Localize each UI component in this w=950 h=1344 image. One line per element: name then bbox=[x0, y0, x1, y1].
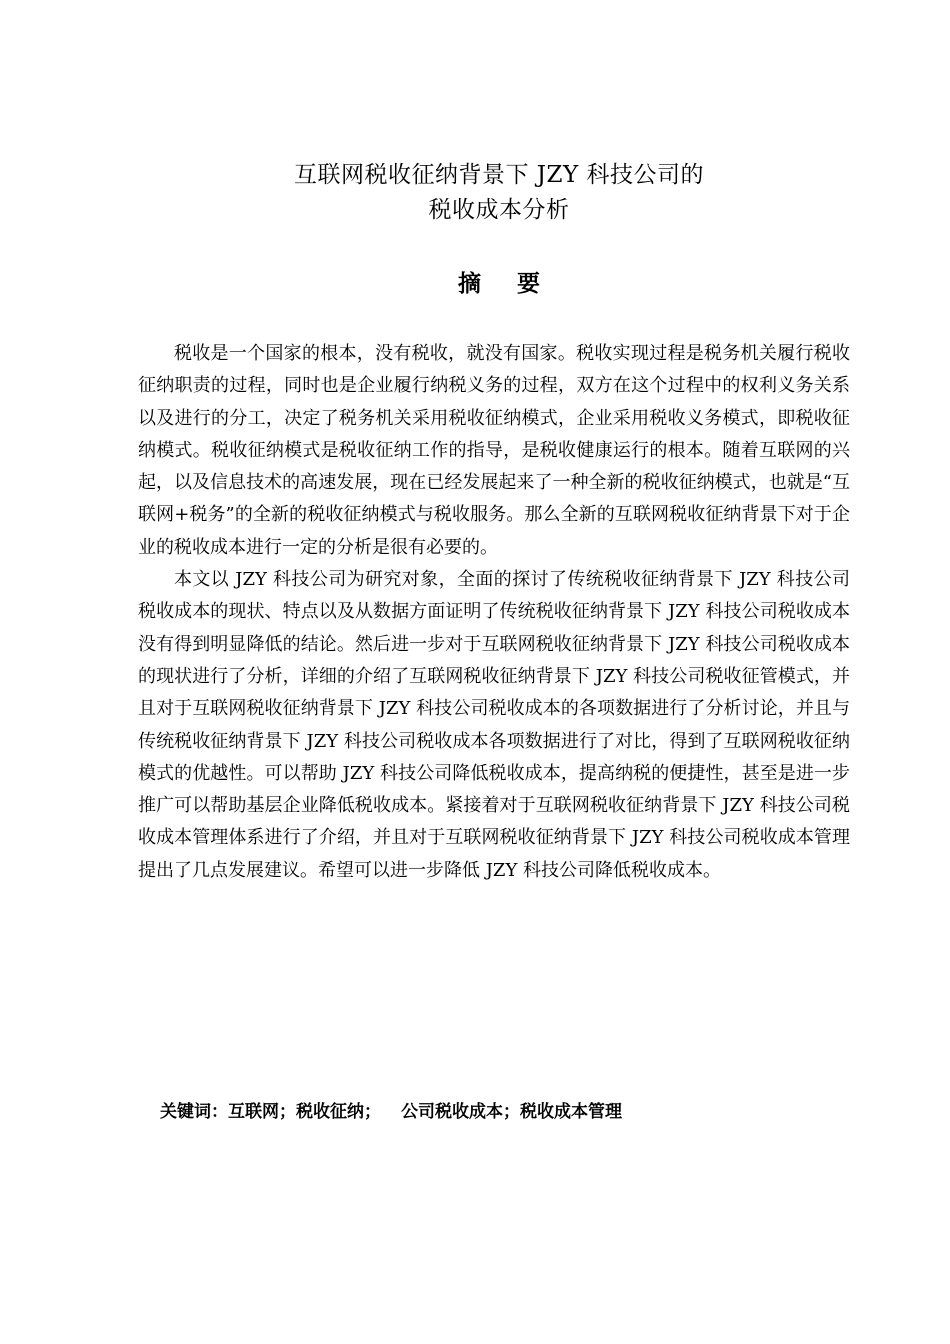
abstract-heading: 摘要 bbox=[458, 271, 576, 297]
abstract-body bbox=[138, 338, 850, 887]
paper-title-line-1: 互联网税收征纳背景下 JZY 科技公司的 bbox=[293, 162, 704, 188]
keywords-line bbox=[160, 1099, 622, 1125]
abstract-paragraph-1: 税收是一个国家的根本，没有税收，就没有国家。税收实现过程是税务机关履行税收征纳职责的过程，同时也是企业履行纳税义务的过程，双方在这个过程中的权利义务关系以及进行的分工，决定了税务机关采用税收征纳模式，企业采用税收义务模式，即税收征纳模式。税收征纳模式是税收征纳工作的指导，是税收健康运行的根本。随着互联网的兴起，以及信息技术的高速发展，现在已经发展起来了一种全新的税收征纳模式，也就是“互联网+税务”的全新的税收征纳模式与税收服务。那么全新的互联网税收征纳背景下对于企业的税收成本进行一定的分析是很有必要的。 bbox=[138, 343, 850, 558]
paper-title bbox=[0, 158, 950, 228]
keywords-part-2: 公司税收成本；税收成本管理 bbox=[401, 1102, 622, 1122]
keywords-label: 关键词： bbox=[160, 1102, 228, 1122]
keywords-part-1: 互联网；税收征纳； bbox=[228, 1102, 381, 1122]
paper-title-line-2: 税收成本分析 bbox=[428, 197, 570, 223]
abstract-paragraph-2: 本文以 JZY 科技公司为研究对象，全面的探讨了传统税收征纳背景下 JZY 科技公司税收成本的现状、特点以及从数据方面证明了传统税收征纳背景下 JZY 科技公司税收成本没有得到明显降低的结论。然后进一步对于互联网税收征纳背景下 JZY 科技公司税收成本的现状进行了分析，详细的介绍了互联网税收征纳背景下 JZY 科技公司税收征管模式，并且对于互联网税收征纳背景下 JZY 科技公司税收成本的各项数据进行了分析讨论，并且与传统税收征纳背景下 JZY 科技公司税收成本各项数据进行了对比，得到了互联网税收征纳模式的优越性。可以帮助 JZY 科技公司降低税收成本，提高纳税的便捷性，甚至是进一步推广可以帮助基层企业降低税收成本。紧接着对于互联网税收征纳背景下 JZY 科技公司税收成本管理体系进行了介绍，并且对于互联网税收征纳背景下 JZY 科技公司税收成本管理提出了几点发展建议。希望可以进一步降低 JZY 科技公司降低税收成本。 bbox=[138, 569, 850, 881]
